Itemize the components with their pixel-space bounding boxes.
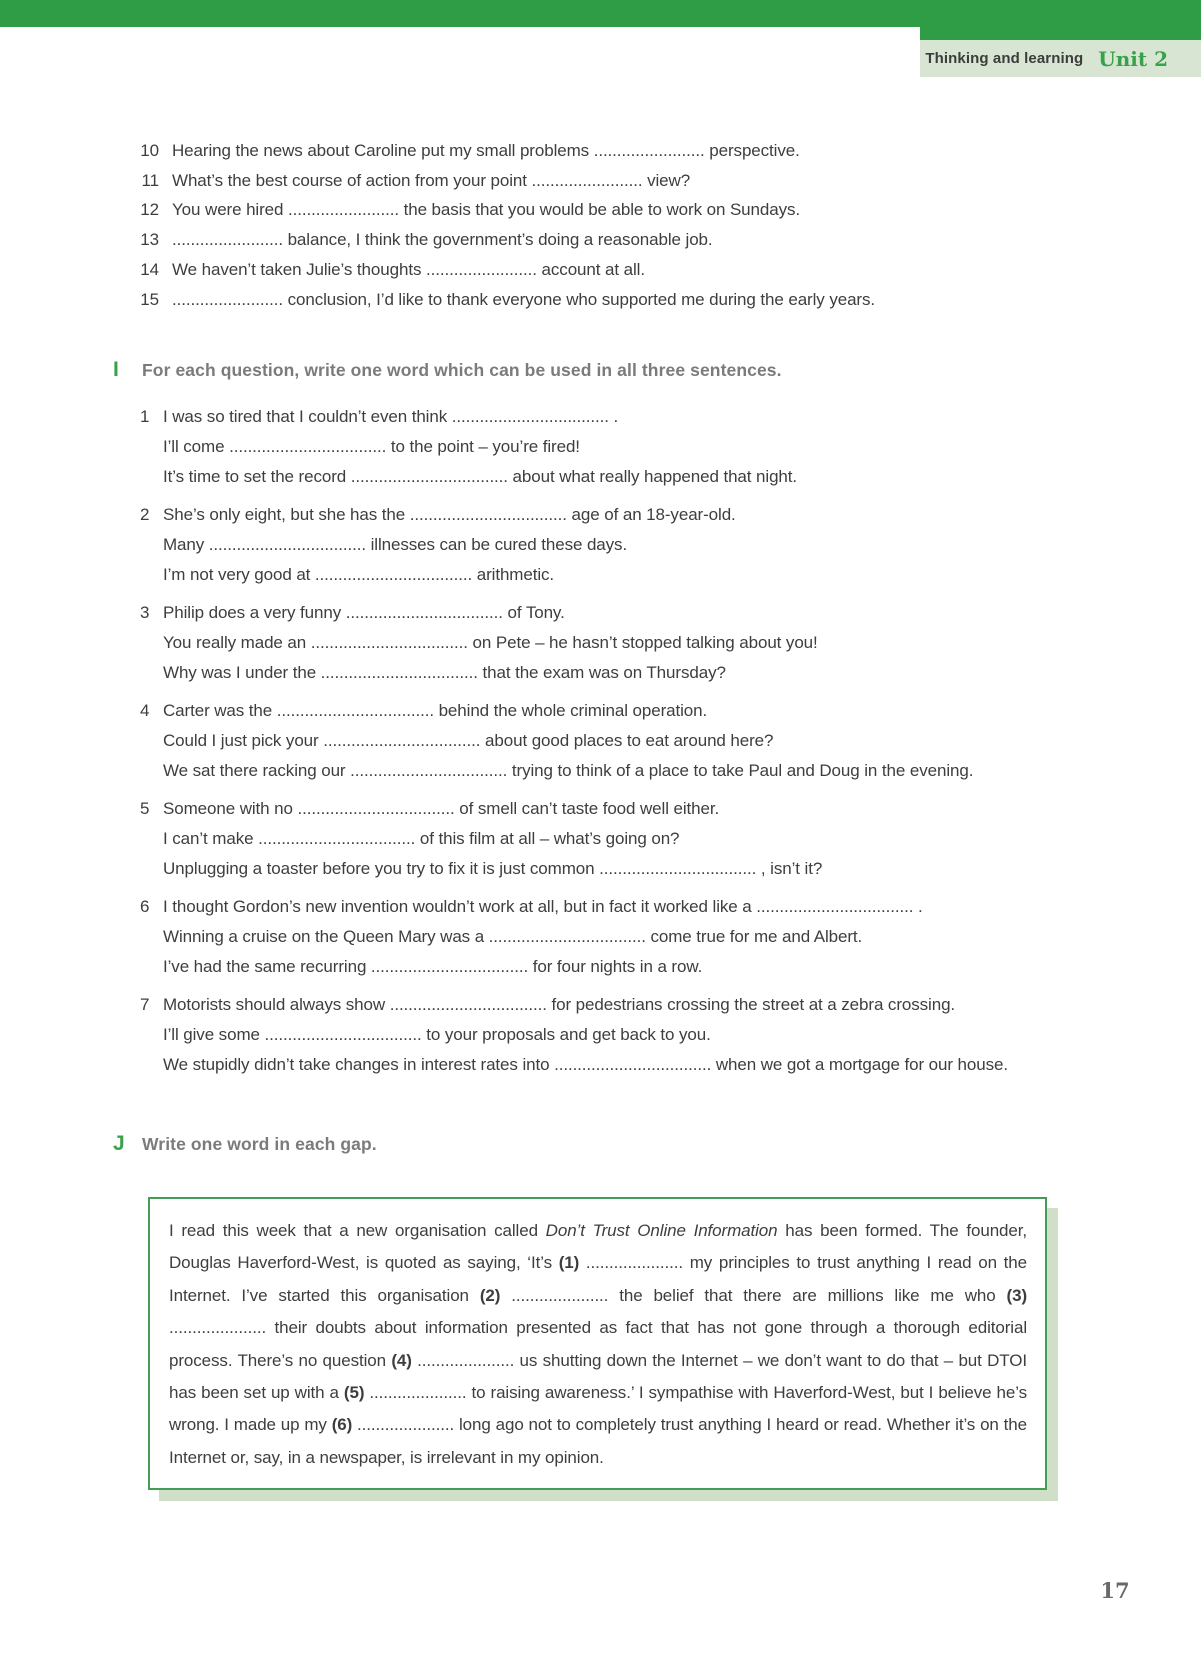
item-sentence: ........................ balance, I think the government’s doing a reasonable job. (172, 230, 713, 250)
sentence: Someone with no .................................. of smell can’t taste food well either. (163, 799, 720, 818)
gap-number: (5) (343, 1383, 365, 1403)
sentence: Motorists should always show .................................. for pedestrians crossing the street at a zebra crossing. (163, 995, 956, 1014)
item-number: 4 (140, 701, 150, 720)
exercise-row (131, 255, 875, 285)
passage-run: I read this week that a new organisation called (169, 1221, 546, 1240)
passage-text (169, 1215, 1027, 1474)
sentence: She’s only eight, but she has the .................................. age of an 18-year-old. (163, 505, 736, 524)
exercise-item (140, 892, 1008, 982)
header-unit-label: Unit 2 (1098, 46, 1168, 71)
item-sentences (163, 696, 973, 786)
sentence: I’ll give some .................................. to your proposals and get back to you. (163, 1025, 711, 1044)
item-sentence: You were hired ........................ the basis that you would be able to work on Sundays. (172, 200, 801, 220)
gap-number: (1) (558, 1253, 580, 1273)
item-number: 13 (140, 230, 159, 250)
sentence: You really made an .................................. on Pete – he hasn’t stopped talking about you! (163, 633, 818, 652)
section-i-instruction: For each question, write one word which can be used in all three sentences. (142, 360, 782, 380)
exercise-item (140, 990, 1008, 1080)
item-number: 1 (140, 407, 150, 426)
item-number: 11 (141, 170, 159, 190)
passage-run: ..................... my principles to trust anything I read on the Internet. I’ve started this organisation (169, 1253, 1027, 1305)
item-number: 3 (140, 603, 150, 622)
sentence: Winning a cruise on the Queen Mary was a .................................. come true for me and Albert. (163, 927, 863, 946)
gap-number: (4) (391, 1350, 412, 1370)
sentence: I’ll come .................................. to the point – you’re fired! (163, 437, 580, 456)
passage-run: ..................... the belief that there are millions like me who (500, 1285, 1007, 1305)
item-number: 12 (140, 200, 159, 220)
sentence: Carter was the .................................. behind the whole criminal operation. (163, 701, 708, 720)
passage-run: ..................... their doubts about information presented as fact that has not gone through a thorough editorial process. There’s no question (169, 1318, 1027, 1370)
item-sentence: We haven’t taken Julie’s thoughts ........................ account at all. (172, 259, 645, 279)
sentence: Many .................................. illnesses can be cured these days. (163, 535, 628, 554)
section-j-instruction: Write one word in each gap. (142, 1134, 377, 1154)
section-j-heading (113, 1132, 377, 1156)
exercise-row (131, 166, 875, 196)
header-tab-green (920, 0, 1201, 40)
passage-run: has been formed. The founder, Douglas Haverford-West, is quoted as saying, ‘It’s (169, 1221, 1028, 1273)
gap-number: (6) (331, 1415, 353, 1435)
item-sentences (163, 598, 818, 688)
item-sentence: ........................ conclusion, I’d like to thank everyone who supported me during the early years. (172, 289, 876, 309)
sentence: We sat there racking our .................................. trying to think of a place to take Paul and Doug in the evening. (163, 761, 974, 780)
passage-title-italic: Don’t Trust Online Information (545, 1221, 778, 1240)
passage-run: ..................... long ago not to completely trust anything I heard or read. Whether it’s on the Internet or, say, in a newspaper, is irrelevant in my opinion. (169, 1415, 1027, 1467)
exercise-item (140, 794, 1008, 884)
item-number: 2 (140, 505, 150, 524)
exercise-item (140, 696, 1008, 786)
item-sentences (163, 794, 822, 884)
item-sentences (163, 500, 736, 590)
section-j-letter: J (113, 1132, 125, 1155)
item-number: 15 (140, 289, 159, 309)
item-number: 10 (140, 141, 159, 160)
sentence: Why was I under the .................................. that the exam was on Thursday? (163, 663, 726, 682)
sentence: I’m not very good at .................................. arithmetic. (163, 565, 555, 584)
exercise-item (140, 402, 1008, 492)
item-number: 7 (140, 995, 150, 1014)
exercise-row (131, 195, 875, 225)
section-i-items (140, 402, 1008, 1088)
section-i-letter: I (113, 358, 119, 381)
exercise-row (131, 225, 875, 255)
item-sentence: Hearing the news about Caroline put my small problems ........................ perspective. (172, 141, 800, 160)
passage-run: ..................... us shutting down the Internet – we don’t want to do that – but DTOI has been set up with a (169, 1350, 1027, 1403)
item-sentences (163, 990, 1008, 1080)
exercise-list-continued (131, 136, 875, 314)
sentence: It’s time to set the record .................................. about what really happened that night. (163, 467, 798, 486)
sentence: I’ve had the same recurring .................................. for four nights in a row. (163, 957, 703, 976)
sentence: We stupidly didn’t take changes in interest rates into .................................. when we got a mortgage for our house. (163, 1055, 1008, 1074)
passage-run: ..................... to raising awareness.’ I sympathise with Haverford-West, but I believe he’s wrong. I made up my (169, 1383, 1027, 1435)
gap-number: (3) (1006, 1285, 1028, 1305)
item-number: 5 (140, 799, 150, 818)
item-sentence: What’s the best course of action from your point ........................ view? (172, 170, 691, 190)
exercise-row (131, 136, 875, 166)
sentence: Philip does a very funny .................................. of Tony. (163, 603, 565, 622)
section-i-heading (113, 358, 782, 382)
gap-number: (2) (479, 1285, 501, 1305)
exercise-item (140, 598, 1008, 688)
item-number: 6 (140, 897, 150, 916)
exercise-row (131, 285, 875, 315)
page-number: 17 (1100, 1578, 1130, 1603)
exercise-item (140, 500, 1008, 590)
header-tab (920, 40, 1201, 77)
passage-box (148, 1197, 1047, 1490)
header-topic: Thinking and learning (925, 50, 1084, 67)
sentence: I was so tired that I couldn’t even think .................................. . (163, 407, 619, 426)
sentence: I can’t make .................................. of this film at all – what’s going on? (163, 829, 680, 848)
item-sentences (163, 402, 797, 492)
sentence: Unplugging a toaster before you try to fix it is just common .................................. , isn’t it? (163, 859, 823, 878)
sentence: I thought Gordon’s new invention wouldn’t work at all, but in fact it worked like a .................................. . (163, 897, 923, 916)
item-number: 14 (140, 259, 159, 279)
sentence: Could I just pick your .................................. about good places to eat around here? (163, 731, 774, 750)
item-sentences (163, 892, 923, 982)
